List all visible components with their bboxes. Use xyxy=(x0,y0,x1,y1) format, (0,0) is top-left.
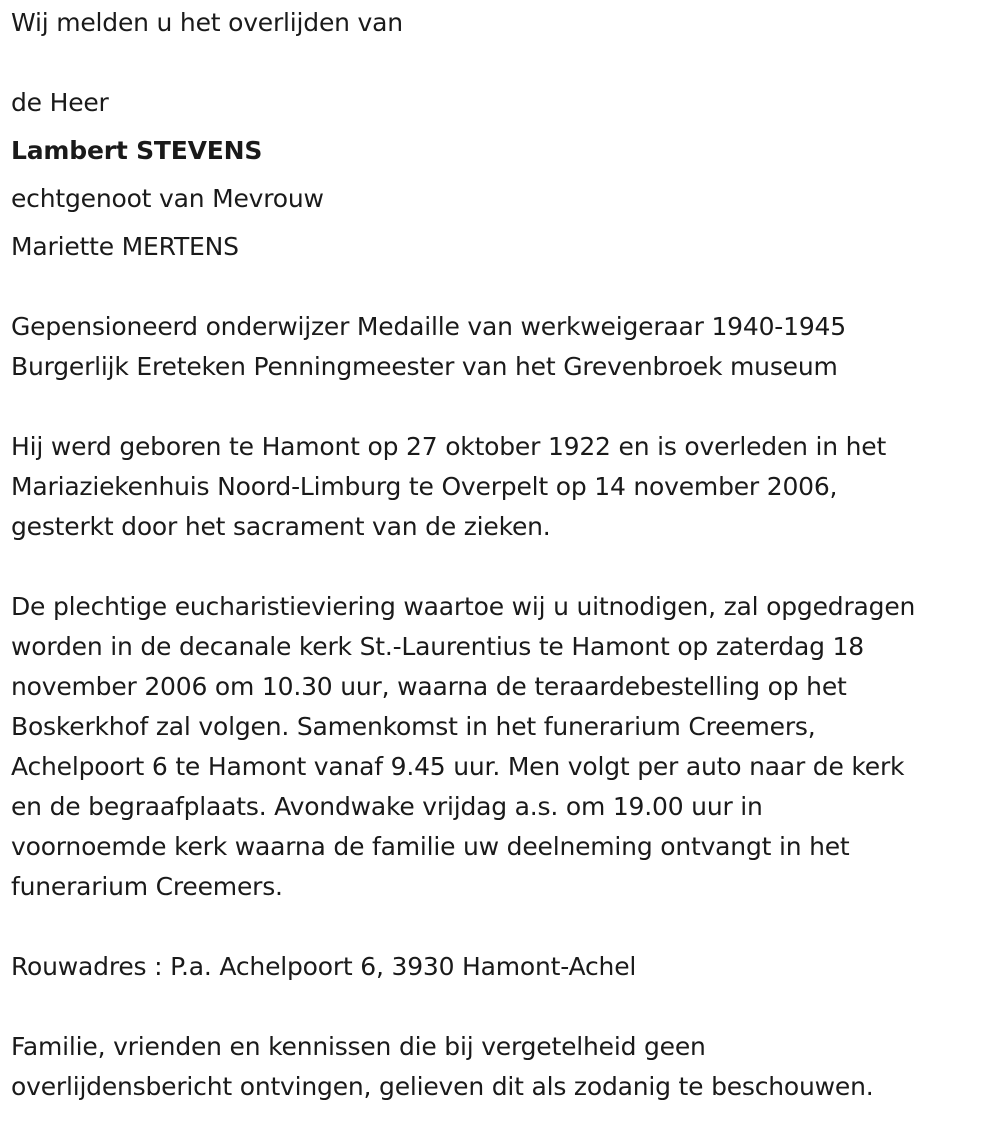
deceased-title: de Heer xyxy=(11,88,109,117)
closing-line: overlijdensbericht ontvingen, gelieven dit als zodanig te beschouwen. xyxy=(11,1072,874,1101)
mourning-address: Rouwadres : P.a. Achelpoort 6, 3930 Hamont-Achel xyxy=(11,952,637,981)
funeral-line: Achelpoort 6 te Hamont vanaf 9.45 uur. Men volgt per auto naar de kerk xyxy=(11,752,905,781)
deceased-name: Lambert STEVENS xyxy=(11,136,263,165)
funeral-line: De plechtige eucharistieviering waartoe wij u uitnodigen, zal opgedragen xyxy=(11,592,916,621)
funeral-line: worden in de decanale kerk St.-Laurentius te Hamont op zaterdag 18 xyxy=(11,632,864,661)
birth-death-line: gesterkt door het sacrament van de zieken. xyxy=(11,512,551,541)
funeral-line: en de begraafplaats. Avondwake vrijdag a.s. om 19.00 uur in xyxy=(11,792,763,821)
spouse-name: Mariette MERTENS xyxy=(11,232,239,261)
spouse-label: echtgenoot van Mevrouw xyxy=(11,184,324,213)
funeral-line: funerarium Creemers. xyxy=(11,872,283,901)
honors-line: Gepensioneerd onderwijzer Medaille van werkweigeraar 1940-1945 xyxy=(11,312,846,341)
birth-death-line: Mariaziekenhuis Noord-Limburg te Overpelt op 14 november 2006, xyxy=(11,472,838,501)
funeral-line: voornoemde kerk waarna de familie uw deelneming ontvangt in het xyxy=(11,832,850,861)
honors-line: Burgerlijk Ereteken Penningmeester van het Grevenbroek museum xyxy=(11,352,838,381)
intro-text: Wij melden u het overlijden van xyxy=(11,8,403,37)
birth-death-line: Hij werd geboren te Hamont op 27 oktober 1922 en is overleden in het xyxy=(11,432,887,461)
closing-line: Familie, vrienden en kennissen die bij vergetelheid geen xyxy=(11,1032,706,1061)
funeral-line: november 2006 om 10.30 uur, waarna de teraardebestelling op het xyxy=(11,672,847,701)
funeral-line: Boskerkhof zal volgen. Samenkomst in het funerarium Creemers, xyxy=(11,712,816,741)
